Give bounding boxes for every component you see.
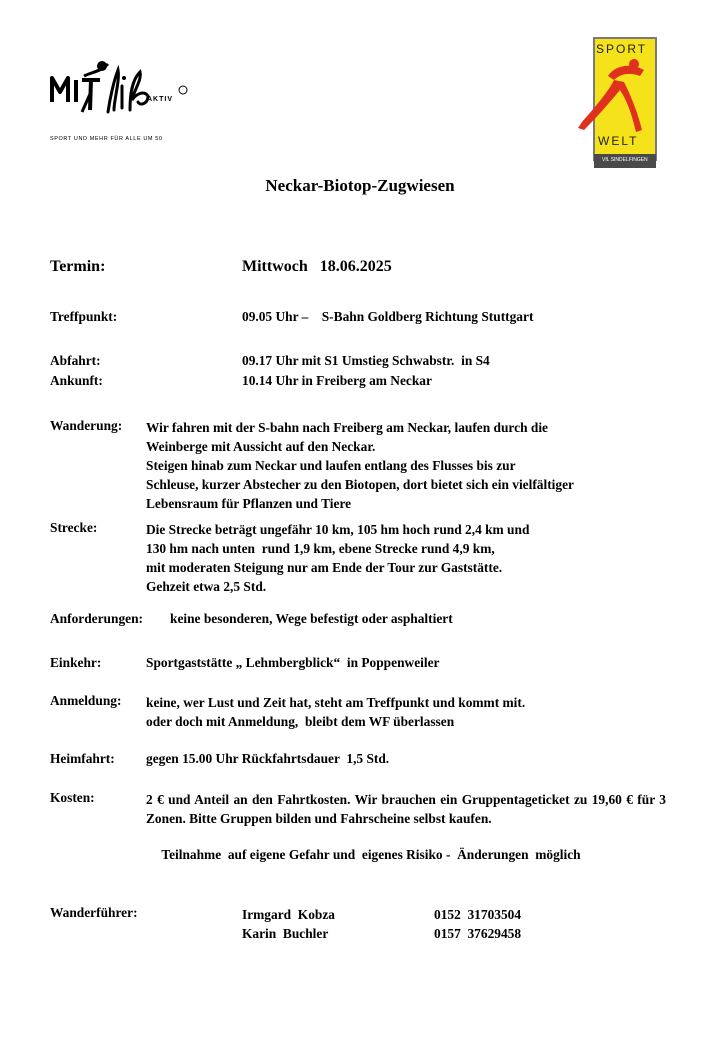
wanderfuehrer-phones <box>434 905 521 943</box>
guide-phone: 0152 31703504 <box>434 907 522 922</box>
wanderung-line: Steigen hinab zum Neckar und laufen entlang des Flusses bis zur <box>146 458 516 473</box>
anmeldung-line: oder doch mit Anmeldung, bleibt dem WF überlassen <box>146 714 455 729</box>
strecke-text <box>146 520 529 596</box>
treffpunkt-label: Treffpunkt: <box>50 309 118 324</box>
ankunft-value: 10.14 Uhr in Freiberg am Neckar <box>242 373 432 388</box>
strecke-line: Die Strecke beträgt ungefähr 10 km, 105 hm hoch rund 2,4 km und <box>146 522 530 537</box>
einkehr-value: Sportgaststätte „ Lehmbergblick“ in Poppenweiler <box>146 655 440 670</box>
wanderung-line: Lebensraum für Pflanzen und Tiere <box>146 496 352 511</box>
wanderung-line: Wir fahren mit der S-bahn nach Freiberg am Neckar, laufen durch die <box>146 420 548 435</box>
termin-label: Termin: <box>50 258 106 275</box>
wanderfuehrer-label: Wanderführer: <box>50 905 138 920</box>
wanderfuehrer-names <box>242 905 335 943</box>
heimfahrt-label: Heimfahrt: <box>50 751 115 766</box>
logo-aktiv-text: AKTIV <box>147 96 173 103</box>
page-title: Neckar-Biotop-Zugwiesen <box>265 176 455 195</box>
guide-phone: 0157 37629458 <box>434 926 522 941</box>
wanderung-line: Weinberge mit Aussicht auf den Neckar. <box>146 439 376 454</box>
guide-name: Karin Buchler <box>242 926 329 941</box>
logo-footer-text: VfL SINDELFINGEN <box>602 157 648 163</box>
risk-notice: Teilnahme auf eigene Gefahr und eigenes Risiko - Änderungen möglich <box>161 847 581 862</box>
strecke-line: mit moderaten Steigung nur am Ende der Tour zur Gaststätte. <box>146 560 503 575</box>
wanderung-line: Schleuse, kurzer Abstecher zu den Biotopen, dort bietet sich ein vielfältiger <box>146 477 574 492</box>
strecke-line: Gehzeit etwa 2,5 Std. <box>146 579 267 594</box>
strecke-label: Strecke: <box>50 520 98 535</box>
abfahrt-label: Abfahrt: <box>50 353 101 368</box>
einkehr-label: Einkehr: <box>50 655 102 670</box>
termin-value: Mittwoch 18.06.2025 <box>242 258 392 275</box>
wanderung-label: Wanderung: <box>50 418 123 433</box>
anforderungen-value: keine besonderen, Wege befestigt oder asphaltiert <box>170 611 453 626</box>
anmeldung-text <box>146 693 525 731</box>
sportwelt-figure-icon <box>574 36 660 170</box>
abfahrt-value: 09.17 Uhr mit S1 Umstieg Schwabstr. in S4 <box>242 353 490 368</box>
wanderung-text <box>146 418 574 513</box>
anmeldung-label: Anmeldung: <box>50 693 122 708</box>
mit-life-aktiv-logo <box>44 50 194 150</box>
kosten-value: 2 € und Anteil an den Fahrtkosten. Wir brauchen ein Gruppentageticket zu 19,60 € für 3 Zonen. Bitte Gruppen bilden und Fahrscheine selbst kaufen. <box>146 792 666 826</box>
strecke-line: 130 hm nach unten rund 1,9 km, ebene Strecke rund 4,9 km, <box>146 541 495 556</box>
sportwelt-logo <box>574 36 660 170</box>
logo-tagline: SPORT UND MEHR FÜR ALLE UM 50 <box>50 136 163 142</box>
kosten-label: Kosten: <box>50 790 95 805</box>
treffpunkt-value: 09.05 Uhr – S-Bahn Goldberg Richtung Stuttgart <box>242 309 534 324</box>
guide-name: Irmgard Kobza <box>242 907 335 922</box>
anmeldung-line: keine, wer Lust und Zeit hat, steht am Treffpunkt und kommt mit. <box>146 695 526 710</box>
ankunft-label: Ankunft: <box>50 373 103 388</box>
logo-welt-text: WELT <box>598 134 639 148</box>
anforderungen-label: Anforderungen: <box>50 611 143 626</box>
logo-sport-text: SPORT <box>596 42 648 56</box>
heimfahrt-value: gegen 15.00 Uhr Rückfahrtsdauer 1,5 Std. <box>146 751 390 766</box>
